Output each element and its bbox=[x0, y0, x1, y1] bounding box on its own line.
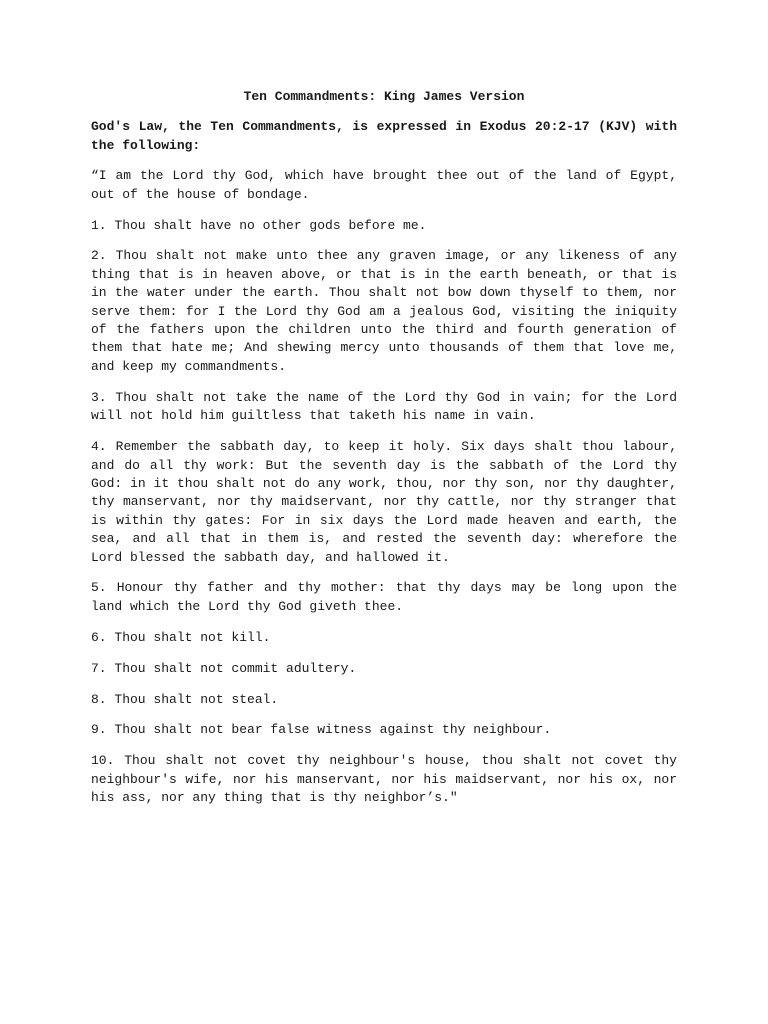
commandment-9: 9. Thou shalt not bear false witness against thy neighbour. bbox=[91, 722, 552, 738]
intro-paragraph: God's Law, the Ten Commandments, is expressed in Exodus 20:2-17 (KJV) with the following: bbox=[91, 119, 677, 153]
commandment-6: 6. Thou shalt not kill. bbox=[91, 629, 271, 645]
preamble-paragraph: “I am the Lord thy God, which have brought thee out of the land of Egypt, out of the house of bondage. bbox=[91, 168, 677, 202]
document-page bbox=[91, 88, 677, 820]
commandment-3: 3. Thou shalt not take the name of the Lord thy God in vain; for the Lord will not hold him guiltless that taketh his name in vain. bbox=[91, 389, 677, 424]
commandment-8: 8. Thou shalt not steal. bbox=[91, 691, 279, 707]
commandment-7: 7. Thou shalt not commit adultery. bbox=[91, 660, 357, 676]
commandment-10: 10. Thou shalt not covet thy neighbour's house, thou shalt not covet thy neighbour's wife, nor his manservant, nor his maidservant, nor his ox, nor his ass, nor any thing that is thy neighbor’s." bbox=[91, 753, 677, 806]
commandment-2: 2. Thou shalt not make unto thee any graven image, or any likeness of any thing that is in heaven above, or that is in the earth beneath, or that is in the water under the earth. Thou shalt not bow down thyself to them, nor serve them: for I the Lord thy God am a jealous God, visiting the iniquity of the fathers upon the children unto the third and fourth generation of them that hate me; And shewing mercy unto thousands of them that love me, and keep my commandments. bbox=[91, 248, 677, 374]
commandment-1: 1. Thou shalt have no other gods before me. bbox=[91, 217, 427, 233]
commandment-5: 5. Honour thy father and thy mother: that thy days may be long upon the land which the Lord thy God giveth thee. bbox=[91, 580, 677, 614]
commandment-4: 4. Remember the sabbath day, to keep it holy. Six days shalt thou labour, and do all thy work: But the seventh day is the sabbath of the Lord thy God: in it thou shalt not do any work, thou, nor thy son, nor thy daughter, thy manservant, nor thy maidservant, nor thy cattle, nor thy stranger that is within thy gates: For in six days the Lord made heaven and earth, the sea, and all that in them is, and rested the seventh day: wherefore the Lord blessed the sabbath day, and hallowed it. bbox=[91, 439, 677, 565]
document-title: Ten Commandments: King James Version bbox=[243, 89, 525, 104]
